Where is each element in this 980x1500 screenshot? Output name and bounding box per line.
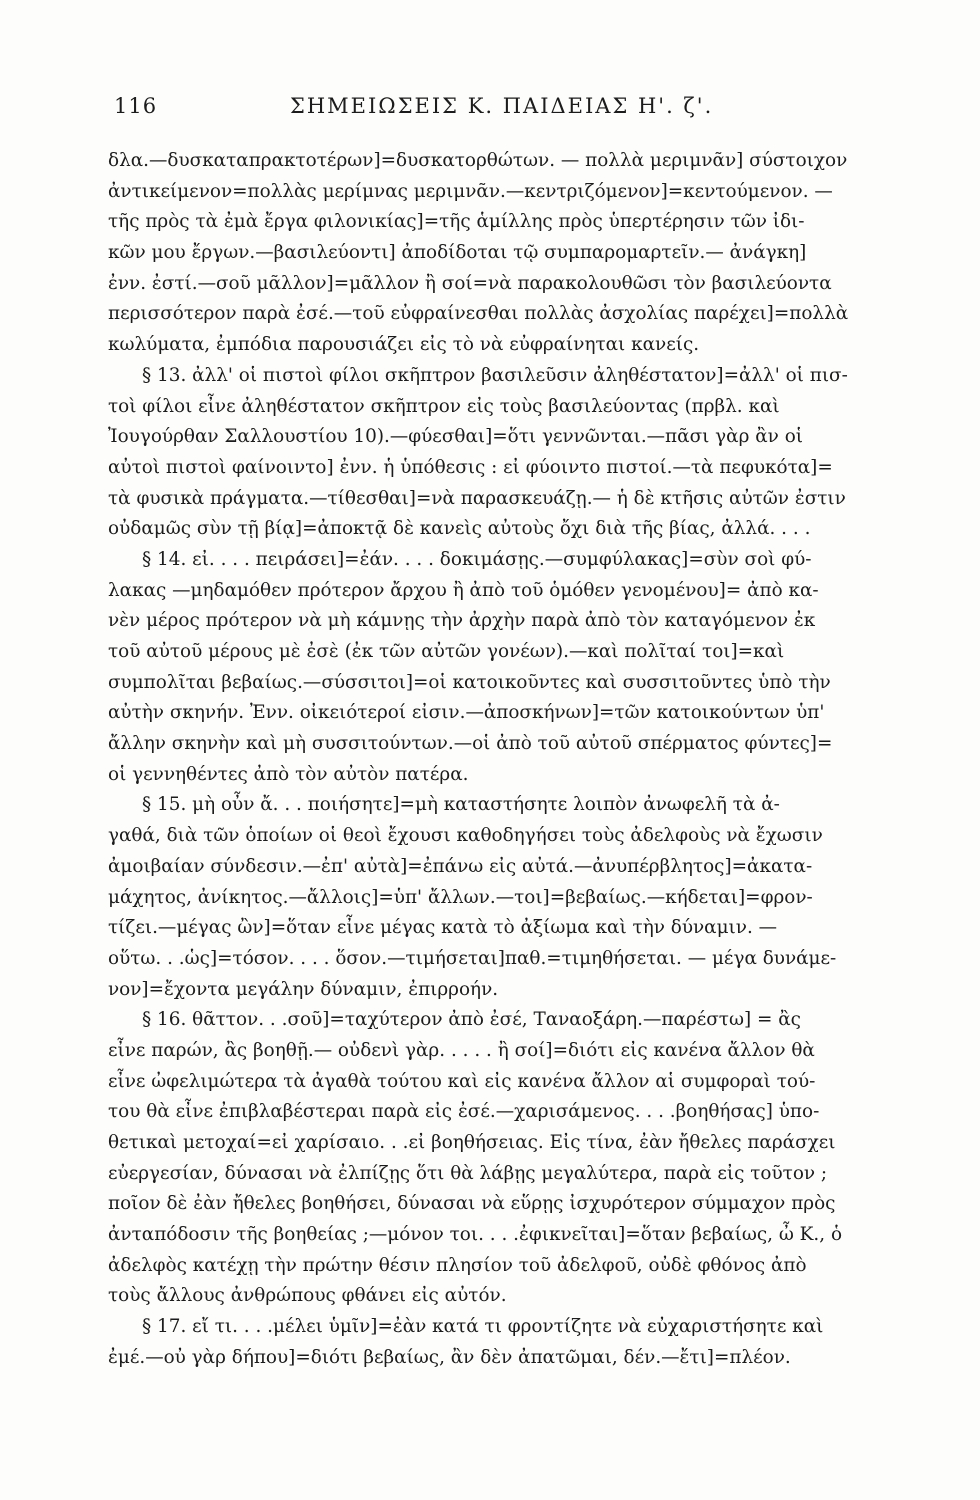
text-line: Ἰουγούρθαν Σαλλουστίου 10).—φύεσθαι]=ὅτι γεννῶνται.—πᾶσι γὰρ ἂν οἱ bbox=[108, 426, 803, 448]
text-line: περισσότερον παρὰ ἐσέ.—τοῦ εὐφραίνεσθαι πολλὰς ἀσχολίας παρέχει]=πολλὰ bbox=[108, 303, 849, 325]
text-line: αὐτοὶ πιστοὶ φαίνοιντο] ἐνν. ἡ ὑπόθεσις : εἰ φύοιντο πιστοί.—τὰ πεφυκότα]= bbox=[108, 456, 833, 478]
text-line: εὐεργεσίαν, δύνασαι νὰ ἐλπίζῃς ὅτι θὰ λάβῃς μεγαλύτερα, παρὰ εἰς τοῦτον ; bbox=[108, 1162, 828, 1184]
text-line: οὐδαμῶς σὺν τῇ βίᾳ]=ἀποκτᾷ δὲ κανεὶς αὐτοὺς ὄχι διὰ τῆς βίας, ἀλλά. . . . bbox=[108, 518, 811, 540]
text-line: τοῦ αὐτοῦ μέρους μὲ ἐσὲ (ἐκ τῶν αὐτῶν γονέων).—καὶ πολῖταί τοι]=καὶ bbox=[108, 641, 785, 662]
section-16-start: § 16. θᾶττον. . .σοῦ]=ταχύτερον ἀπὸ ἐσέ, Ταναοξάρη.—παρέστω] = ἂς bbox=[142, 1009, 801, 1031]
text-line: νον]=ἔχοντα μεγάλην δύναμιν, ἐπιρροήν. bbox=[108, 978, 499, 1000]
text-line: ἐμέ.—οὐ γὰρ δήπου]=διότι βεβαίως, ἂν δὲν ἀπατῶμαι, δέν.—ἔτι]=πλέον. bbox=[108, 1346, 791, 1368]
text-line: κωλύματα, ἐμπόδια παρουσιάζει εἰς τὸ νὰ εὐφραίνηται κανείς. bbox=[108, 334, 700, 356]
text-line: ποῖον δὲ ἐὰν ἤθελες βοηθήσει, δύνασαι νὰ εὕρῃς ἰσχυρότερον σύμμαχον πρὸς bbox=[108, 1193, 836, 1215]
text-line: ἀμοιβαίαν σύνδεσιν.—ἐπ' αὐτὰ]=ἐπάνω εἰς αὐτά.—ἀνυπέρβλητος]=ἀκατα- bbox=[108, 855, 813, 877]
commentary-text bbox=[108, 146, 872, 1374]
text-line: τοὺς ἄλλους ἀνθρώπους φθάνει εἰς αὐτόν. bbox=[108, 1285, 507, 1307]
text-line: ἀνταπόδοσιν τῆς βοηθείας ;—μόνον τοι. . . .ἐφικνεῖται]=ὅταν βεβαίως, ὦ Κ., ὁ bbox=[108, 1224, 843, 1246]
text-line: λακας —μηδαμόθεν πρότερον ἄρχου ἢ ἀπὸ τοῦ ὁμόθεν γενομένου]= ἀπὸ κα- bbox=[108, 579, 819, 601]
text-line: εἶνε παρών, ἂς βοηθῇ.— οὐδενὶ γὰρ. . . . . ἢ σοί]=διότι εἰς κανένα ἄλλον θὰ bbox=[108, 1039, 815, 1061]
page-number: 116 bbox=[114, 94, 158, 118]
section-14-start: § 14. εἰ. . . . πειράσει]=ἐάν. . . . δοκιμάσῃς.—συμφύλακας]=σὺν σοὶ φύ- bbox=[142, 548, 812, 570]
text-line: οἱ γεννηθέντες ἀπὸ τὸν αὐτὸν πατέρα. bbox=[108, 763, 469, 785]
page-header bbox=[110, 94, 870, 124]
text-line: γαθά, διὰ τῶν ὁποίων οἱ θεοὶ ἔχουσι καθοδηγήσει τοὺς ἀδελφοὺς νὰ ἔχωσιν bbox=[108, 825, 823, 847]
text-line: οὕτω. . .ὡς]=τόσον. . . . ὅσον.—τιμήσεται]παθ.=τιμηθήσεται. — μέγα δυνάμε- bbox=[108, 947, 837, 969]
text-line: θετικαὶ μετοχαί=εἰ χαρίσαιο. . .εἰ βοηθήσειας. Εἰς τίνα, ἐὰν ἤθελες παράσχει bbox=[108, 1132, 836, 1153]
text-line: αὐτὴν σκηνήν. Ἐνν. οἰκειότεροί εἰσιν.—ἀποσκήνων]=τῶν κατοικούντων ὑπ' bbox=[108, 702, 825, 724]
text-line: κῶν μου ἔργων.—βασιλεύοντι] ἀποδίδοται τῷ συμπαρομαρτεῖν.— ἀνάγκη] bbox=[108, 242, 807, 264]
text-line: νὲν μέρος πρότερον νὰ μὴ κάμνῃς τὴν ἀρχὴν παρὰ ἀπὸ τὸν καταγόμενον ἐκ bbox=[108, 610, 816, 632]
section-15-start: § 15. μὴ οὖν ἄ. . . ποιήσητε]=μὴ καταστήσητε λοιπὸν ἀνωφελῆ τὰ ἀ- bbox=[142, 794, 780, 816]
text-line: τίζει.—μέγας ὢν]=ὅταν εἶνε μέγας κατὰ τὸ ἀξίωμα καὶ τὴν δύναμιν. — bbox=[108, 917, 778, 939]
text-line: ἄλλην σκηνὴν καὶ μὴ συσσιτούντων.—οἱ ἀπὸ τοῦ αὐτοῦ σπέρματος φύντες]= bbox=[108, 733, 833, 755]
text-line: τοὶ φίλοι εἶνε ἀληθέστατον σκῆπτρον εἰς τοὺς βασιλεύοντας (πρβλ. καὶ bbox=[108, 395, 780, 417]
text-line: μάχητος, ἀνίκητος.—ἄλλοις]=ὑπ' ἄλλων.—τοι]=βεβαίως.—κήδεται]=φρον- bbox=[108, 886, 813, 908]
section-17-start: § 17. εἴ τι. . . .μέλει ὑμῖν]=ἐὰν κατά τι φροντίζητε νὰ εὐχαριστήσητε καὶ bbox=[142, 1316, 824, 1338]
text-line: ἀδελφὸς κατέχῃ τὴν πρώτην θέσιν πλησίον τοῦ ἀδελφοῦ, οὐδὲ φθόνος ἀπὸ bbox=[108, 1254, 807, 1276]
text-line: τῆς πρὸς τὰ ἐμὰ ἔργα φιλονικίας]=τῆς ἁμίλλης πρὸς ὑπερτέρησιν τῶν ἰδι- bbox=[108, 211, 805, 233]
running-title: ΣΗΜΕΙΩΣΕΙΣ Κ. ΠΑΙΔΕΙΑΣ Η'. ζ'. bbox=[290, 94, 714, 118]
text-line: ἀντικείμενον=πολλὰς μερίμνας μεριμνᾶν.—κεντριζόμενον]=κεντούμενον. — bbox=[108, 180, 833, 202]
text-line: δλα.—δυσκαταπρακτοτέρων]=δυσκατορθώτων. — πολλὰ μεριμνᾶν] σύστοιχον bbox=[108, 150, 848, 171]
text-line: εἶνε ὠφελιμώτερα τὰ ἀγαθὰ τούτου καὶ εἰς κανένα ἄλλον αἱ συμφοραὶ τού- bbox=[108, 1070, 816, 1092]
text-line: συμπολῖται βεβαίως.—σύσσιτοι]=οἱ κατοικοῦντες καὶ συσσιτοῦντες ὑπὸ τὴν bbox=[108, 671, 831, 693]
section-13-start: § 13. ἀλλ' οἱ πιστοὶ φίλοι σκῆπτρον βασιλεῦσιν ἀληθέστατον]=ἀλλ' οἱ πισ- bbox=[142, 364, 848, 386]
text-line: τὰ φυσικὰ πράγματα.—τίθεσθαι]=νὰ παρασκευάζῃ.— ἡ δὲ κτῆσις αὐτῶν ἐστιν bbox=[108, 487, 846, 509]
text-line: του θὰ εἶνε ἐπιβλαβέστεραι παρὰ εἰς ἐσέ.—χαρισάμενος. . . .βοηθήσας] ὑπο- bbox=[108, 1101, 820, 1123]
text-line: ἐνν. ἐστί.—σοῦ μᾶλλον]=μᾶλλον ἢ σοί=νὰ παρακολουθῶσι τὸν βασιλεύοντα bbox=[108, 272, 832, 294]
